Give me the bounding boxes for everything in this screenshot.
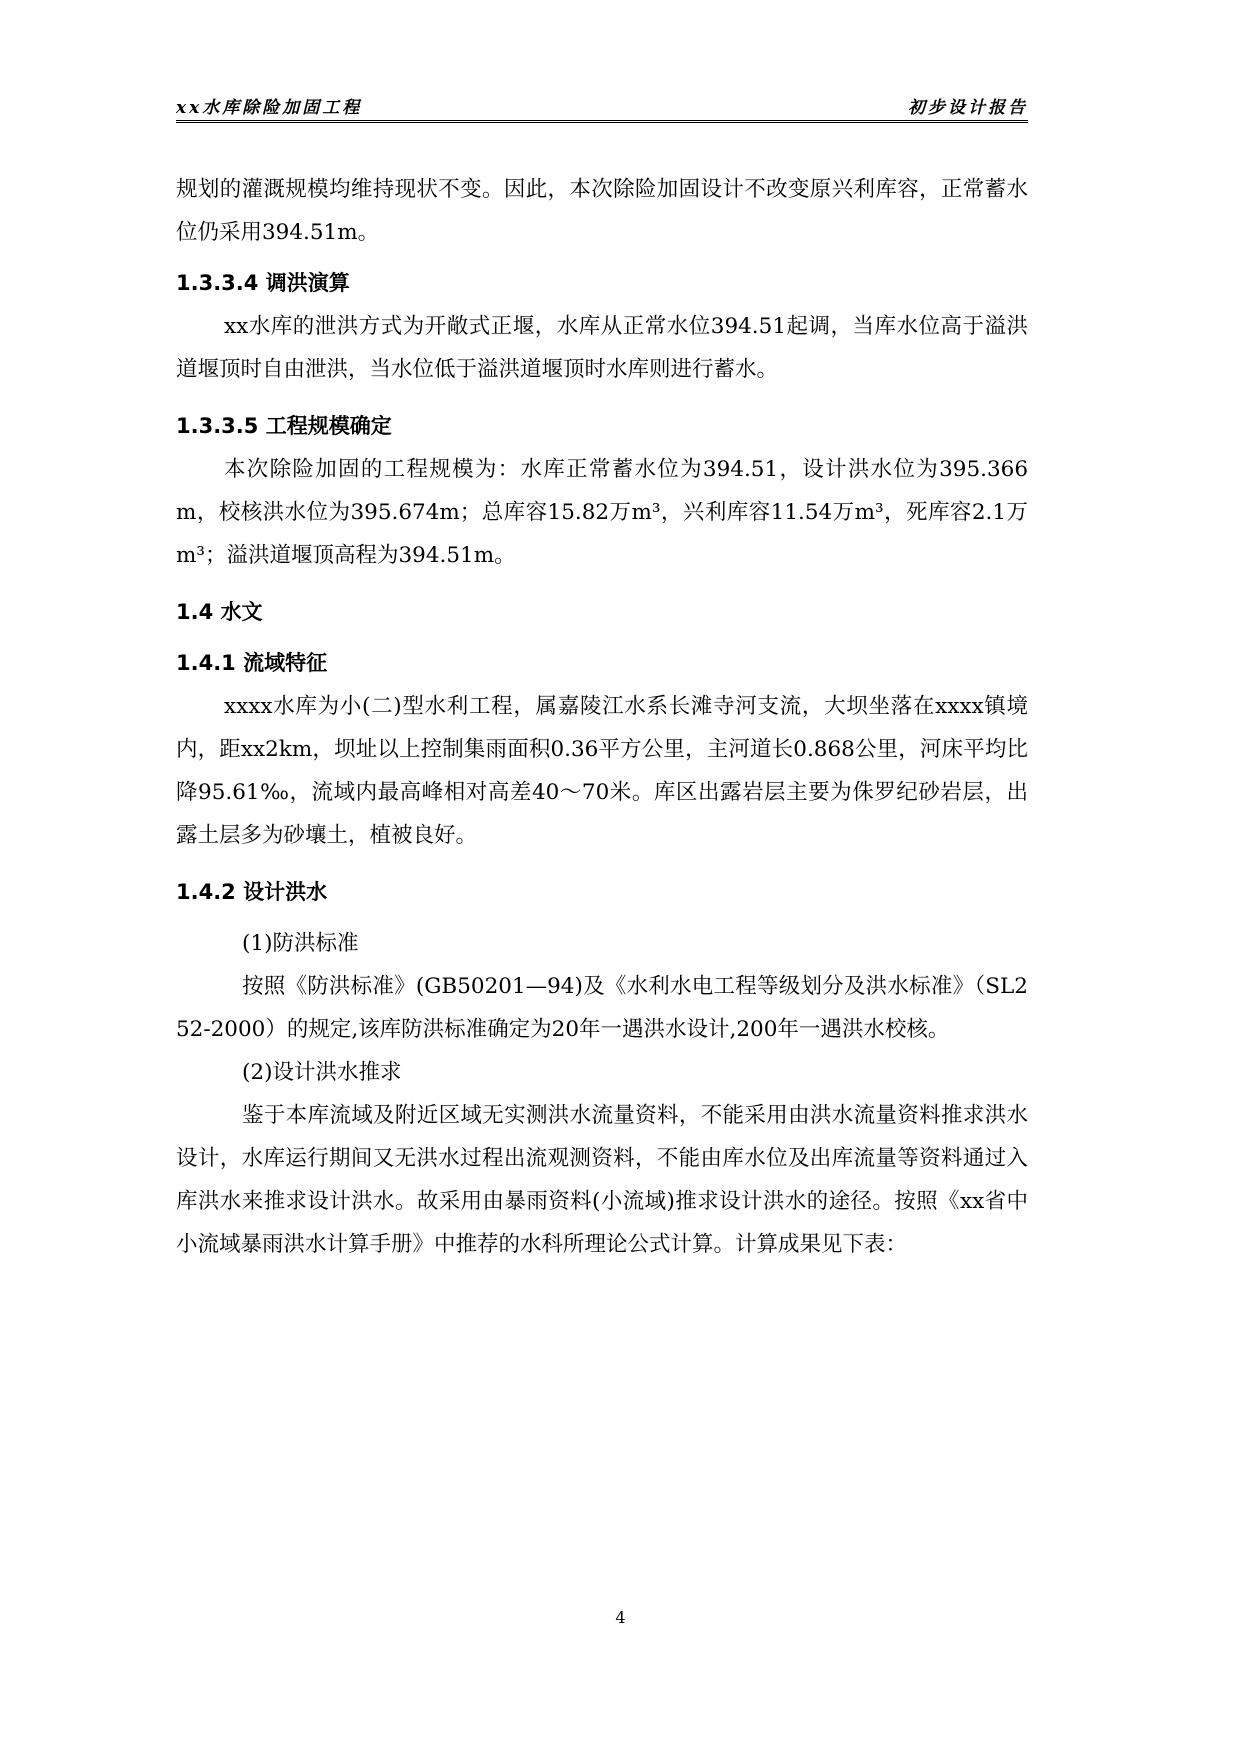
- heading-hydrology: 1.4 水文: [176, 600, 263, 624]
- document-body: [176, 168, 1028, 1266]
- page-number: 4: [615, 1608, 626, 1627]
- paragraph-flood-routing: xx水库的泄洪方式为开敞式正堰，水库从正常水位394.51起调，当库水位高于溢洪道堰顶时自由泄洪，当水位低于溢洪道堰顶时水库则进行蓄水。: [176, 314, 1028, 382]
- paragraph-flood-standard: 按照《防洪标准》(GB50201—94)及《水利水电工程等级划分及洪水标准》（SL252-2000）的规定,该库防洪标准确定为20年一遇洪水设计,200年一遇洪水校核。: [176, 974, 1028, 1042]
- header-report-title: 初步设计报告: [908, 98, 1028, 118]
- paragraph-project-scale: 本次除险加固的工程规模为：水库正常蓄水位为394.51，设计洪水位为395.366m，校核洪水位为395.674m；总库容15.82万m³，兴利库容11.54万m³，死库容2.1万m³；溢洪道堰顶高程为394.51m。: [176, 457, 1028, 568]
- page-header: [176, 92, 1028, 123]
- paragraph-flood-standard-label: (1)防洪标准: [242, 931, 359, 956]
- heading-project-scale: 1.3.3.5 工程规模确定: [176, 414, 392, 438]
- paragraph-design-flood-label: (2)设计洪水推求: [242, 1060, 402, 1085]
- heading-basin-characteristics: 1.4.1 流域特征: [176, 651, 328, 675]
- header-project-title: xx水库除险加固工程: [176, 98, 363, 118]
- paragraph-storage-capacity: 规划的灌溉规模均维持现状不变。因此，本次除险加固设计不改变原兴利库容，正常蓄水位仍采用394.51m。: [176, 177, 1028, 245]
- heading-design-flood: 1.4.2 设计洪水: [176, 880, 328, 904]
- heading-flood-routing: 1.3.3.4 调洪演算: [176, 271, 350, 295]
- paragraph-basin-characteristics: xxxx水库为小(二)型水利工程，属嘉陵江水系长滩寺河支流，大坝坐落在xxxx镇境内，距xx2km，坝址以上控制集雨面积0.36平方公里，主河道长0.868公里，河床平均比降95.61‰，流域内最高峰相对高差40～70米。库区出露岩层主要为侏罗纪砂岩层，出露土层多为砂壤土，植被良好。: [176, 694, 1028, 848]
- paragraph-design-flood-method: 鉴于本库流域及附近区域无实测洪水流量资料，不能采用由洪水流量资料推求洪水设计，水库运行期间又无洪水过程出流观测资料，不能由库水位及出库流量等资料通过入库洪水来推求设计洪水。故采用由暴雨资料(小流域)推求设计洪水的途径。按照《xx省中小流域暴雨洪水计算手册》中推荐的水科所理论公式计算。计算成果见下表：: [176, 1103, 1028, 1257]
